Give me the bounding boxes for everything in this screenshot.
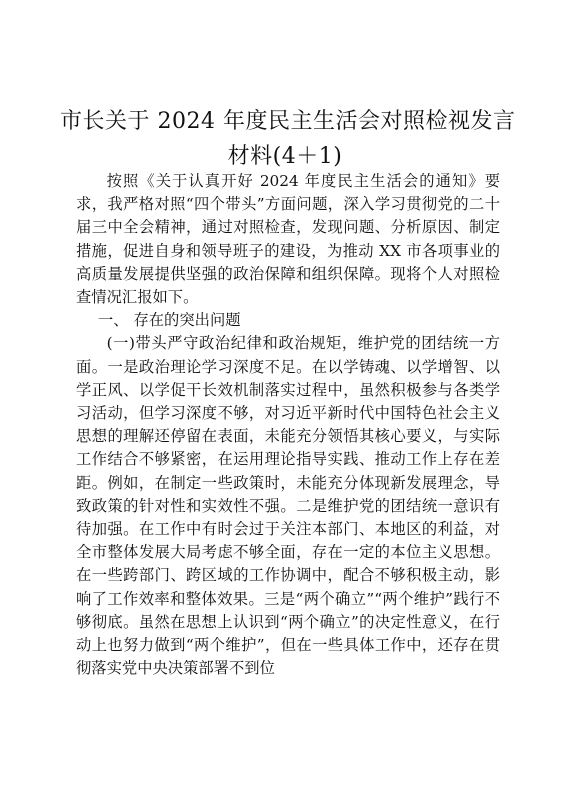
intro-paragraph: 按照《关于认真开好 2024 年度民主生活会的通知》要求，我严格对照“四个带头”方面问题，深入学习贯彻党的二十届三中全会精神，通过对照检查，发现问题、分析原因、制定措施，促进自身和领导班子的建设，为推动 XX 市各项事业的高质量发展提供坚强的政治保障和组织保障。现将个人对照检查情况汇报如下。 xyxy=(76,172,500,307)
body-paragraph: (一)带头严守政治纪律和政治规矩，维护党的团结统一方面。一是政治理论学习深度不足。在以学铸魂、以学增智、以学正风、以学促干长效机制落实过程中，虽然积极参与各类学习活动，但学习深度不够，对习近平新时代中国特色社会主义思想的理解还停留在表面，未能充分领悟其核心要义，与实际工作结合不够紧密，在运用理论指导实践、推动工作上存在差距。例如，在制定一些政策时，未能充分体现新发展理念，导致政策的针对性和实效性不强。二是维护党的团结统一意识有待加强。在工作中有时会过于关注本部门、本地区的利益，对全市整体发展大局考虑不够全面，存在一定的本位主义思想。在一些跨部门、跨区域的工作协调中，配合不够积极主动，影响了工作效率和整体效果。三是“两个确立”“两个维护”践行不够彻底。虽然在思想上认识到“两个确立”的决定性意义，在行动上也努力做到“两个维护”，但在一些具体工作中，还存在贯彻落实党中央决策部署不到位 xyxy=(76,334,500,678)
document-title-line-1: 市长关于 2024 年度民主生活会对照检视发言 xyxy=(60,109,516,134)
document-body xyxy=(76,170,500,680)
document-title-line-2: 材料(4＋1) xyxy=(227,144,343,169)
section-heading: 一、 存在的突出问题 xyxy=(98,311,241,330)
